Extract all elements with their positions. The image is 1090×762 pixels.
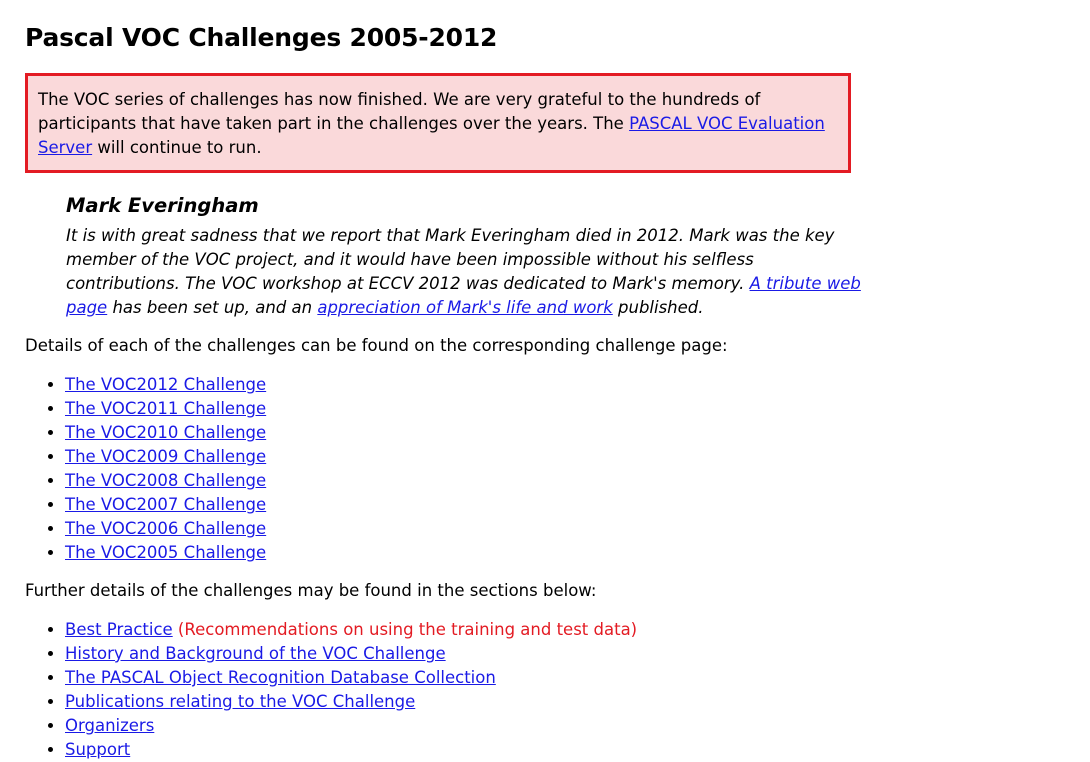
sections-intro: Further details of the challenges may be found in the sections below: (25, 581, 597, 600)
organizers-link[interactable]: Organizers (65, 716, 155, 735)
list-item (65, 642, 1090, 666)
list-item (65, 421, 1090, 445)
page-title: Pascal VOC Challenges 2005-2012 (25, 23, 498, 52)
list-item (65, 714, 1090, 738)
notice-box (25, 73, 851, 173)
support-link[interactable]: Support (65, 740, 131, 759)
list-item (65, 541, 1090, 565)
tribute-section (66, 193, 866, 320)
tribute-text-1: It is with great sadness that we report that Mark Everingham died in 2012. Mark was the key member of the VOC project, and it would have been impossible without his selfless contributions. The VOC workshop at ECCV 2012 was dedicated to Mark's memory. (66, 226, 835, 293)
challenge-list (25, 373, 1090, 565)
voc2012-challenge-link[interactable]: The VOC2012 Challenge (65, 375, 267, 394)
publications-link[interactable]: Publications relating to the VOC Challenge (65, 692, 416, 711)
tribute-web-page-link[interactable]: A tribute web page (66, 274, 861, 317)
voc2008-challenge-link[interactable]: The VOC2008 Challenge (65, 471, 267, 490)
list-item (65, 397, 1090, 421)
list-item (65, 618, 1090, 642)
list-item (65, 373, 1090, 397)
voc2010-challenge-link[interactable]: The VOC2010 Challenge (65, 423, 267, 442)
list-item (65, 666, 1090, 690)
voc2009-challenge-link[interactable]: The VOC2009 Challenge (65, 447, 267, 466)
notice-text-before: The VOC series of challenges has now finished. We are very grateful to the hundreds of participants that have taken part in the challenges over the years. The (38, 90, 761, 133)
tribute-text-2: has been set up, and an (107, 298, 318, 317)
history-background-link[interactable]: History and Background of the VOC Challenge (65, 644, 446, 663)
list-item (65, 493, 1090, 517)
best-practice-note: (Recommendations on using the training and test data) (172, 620, 638, 639)
list-item (65, 738, 1090, 762)
tribute-text-3: published. (612, 298, 704, 317)
challenges-intro: Details of each of the challenges can be found on the corresponding challenge page: (25, 336, 728, 355)
voc2006-challenge-link[interactable]: The VOC2006 Challenge (65, 519, 267, 538)
evaluation-server-link[interactable]: PASCAL VOC Evaluation Server (38, 114, 825, 157)
list-item (65, 445, 1090, 469)
tribute-heading: Mark Everingham (66, 194, 259, 217)
list-item (65, 690, 1090, 714)
voc2005-challenge-link[interactable]: The VOC2005 Challenge (65, 543, 267, 562)
best-practice-link[interactable]: Best Practice (65, 620, 173, 639)
voc2011-challenge-link[interactable]: The VOC2011 Challenge (65, 399, 267, 418)
list-item (65, 469, 1090, 493)
tribute-text (66, 224, 866, 320)
appreciation-link[interactable]: appreciation of Mark's life and work (317, 298, 613, 317)
list-item (65, 517, 1090, 541)
voc2007-challenge-link[interactable]: The VOC2007 Challenge (65, 495, 267, 514)
sections-list (25, 618, 1090, 762)
notice-text-after: will continue to run. (92, 138, 262, 157)
database-collection-link[interactable]: The PASCAL Object Recognition Database Collection (65, 668, 496, 687)
